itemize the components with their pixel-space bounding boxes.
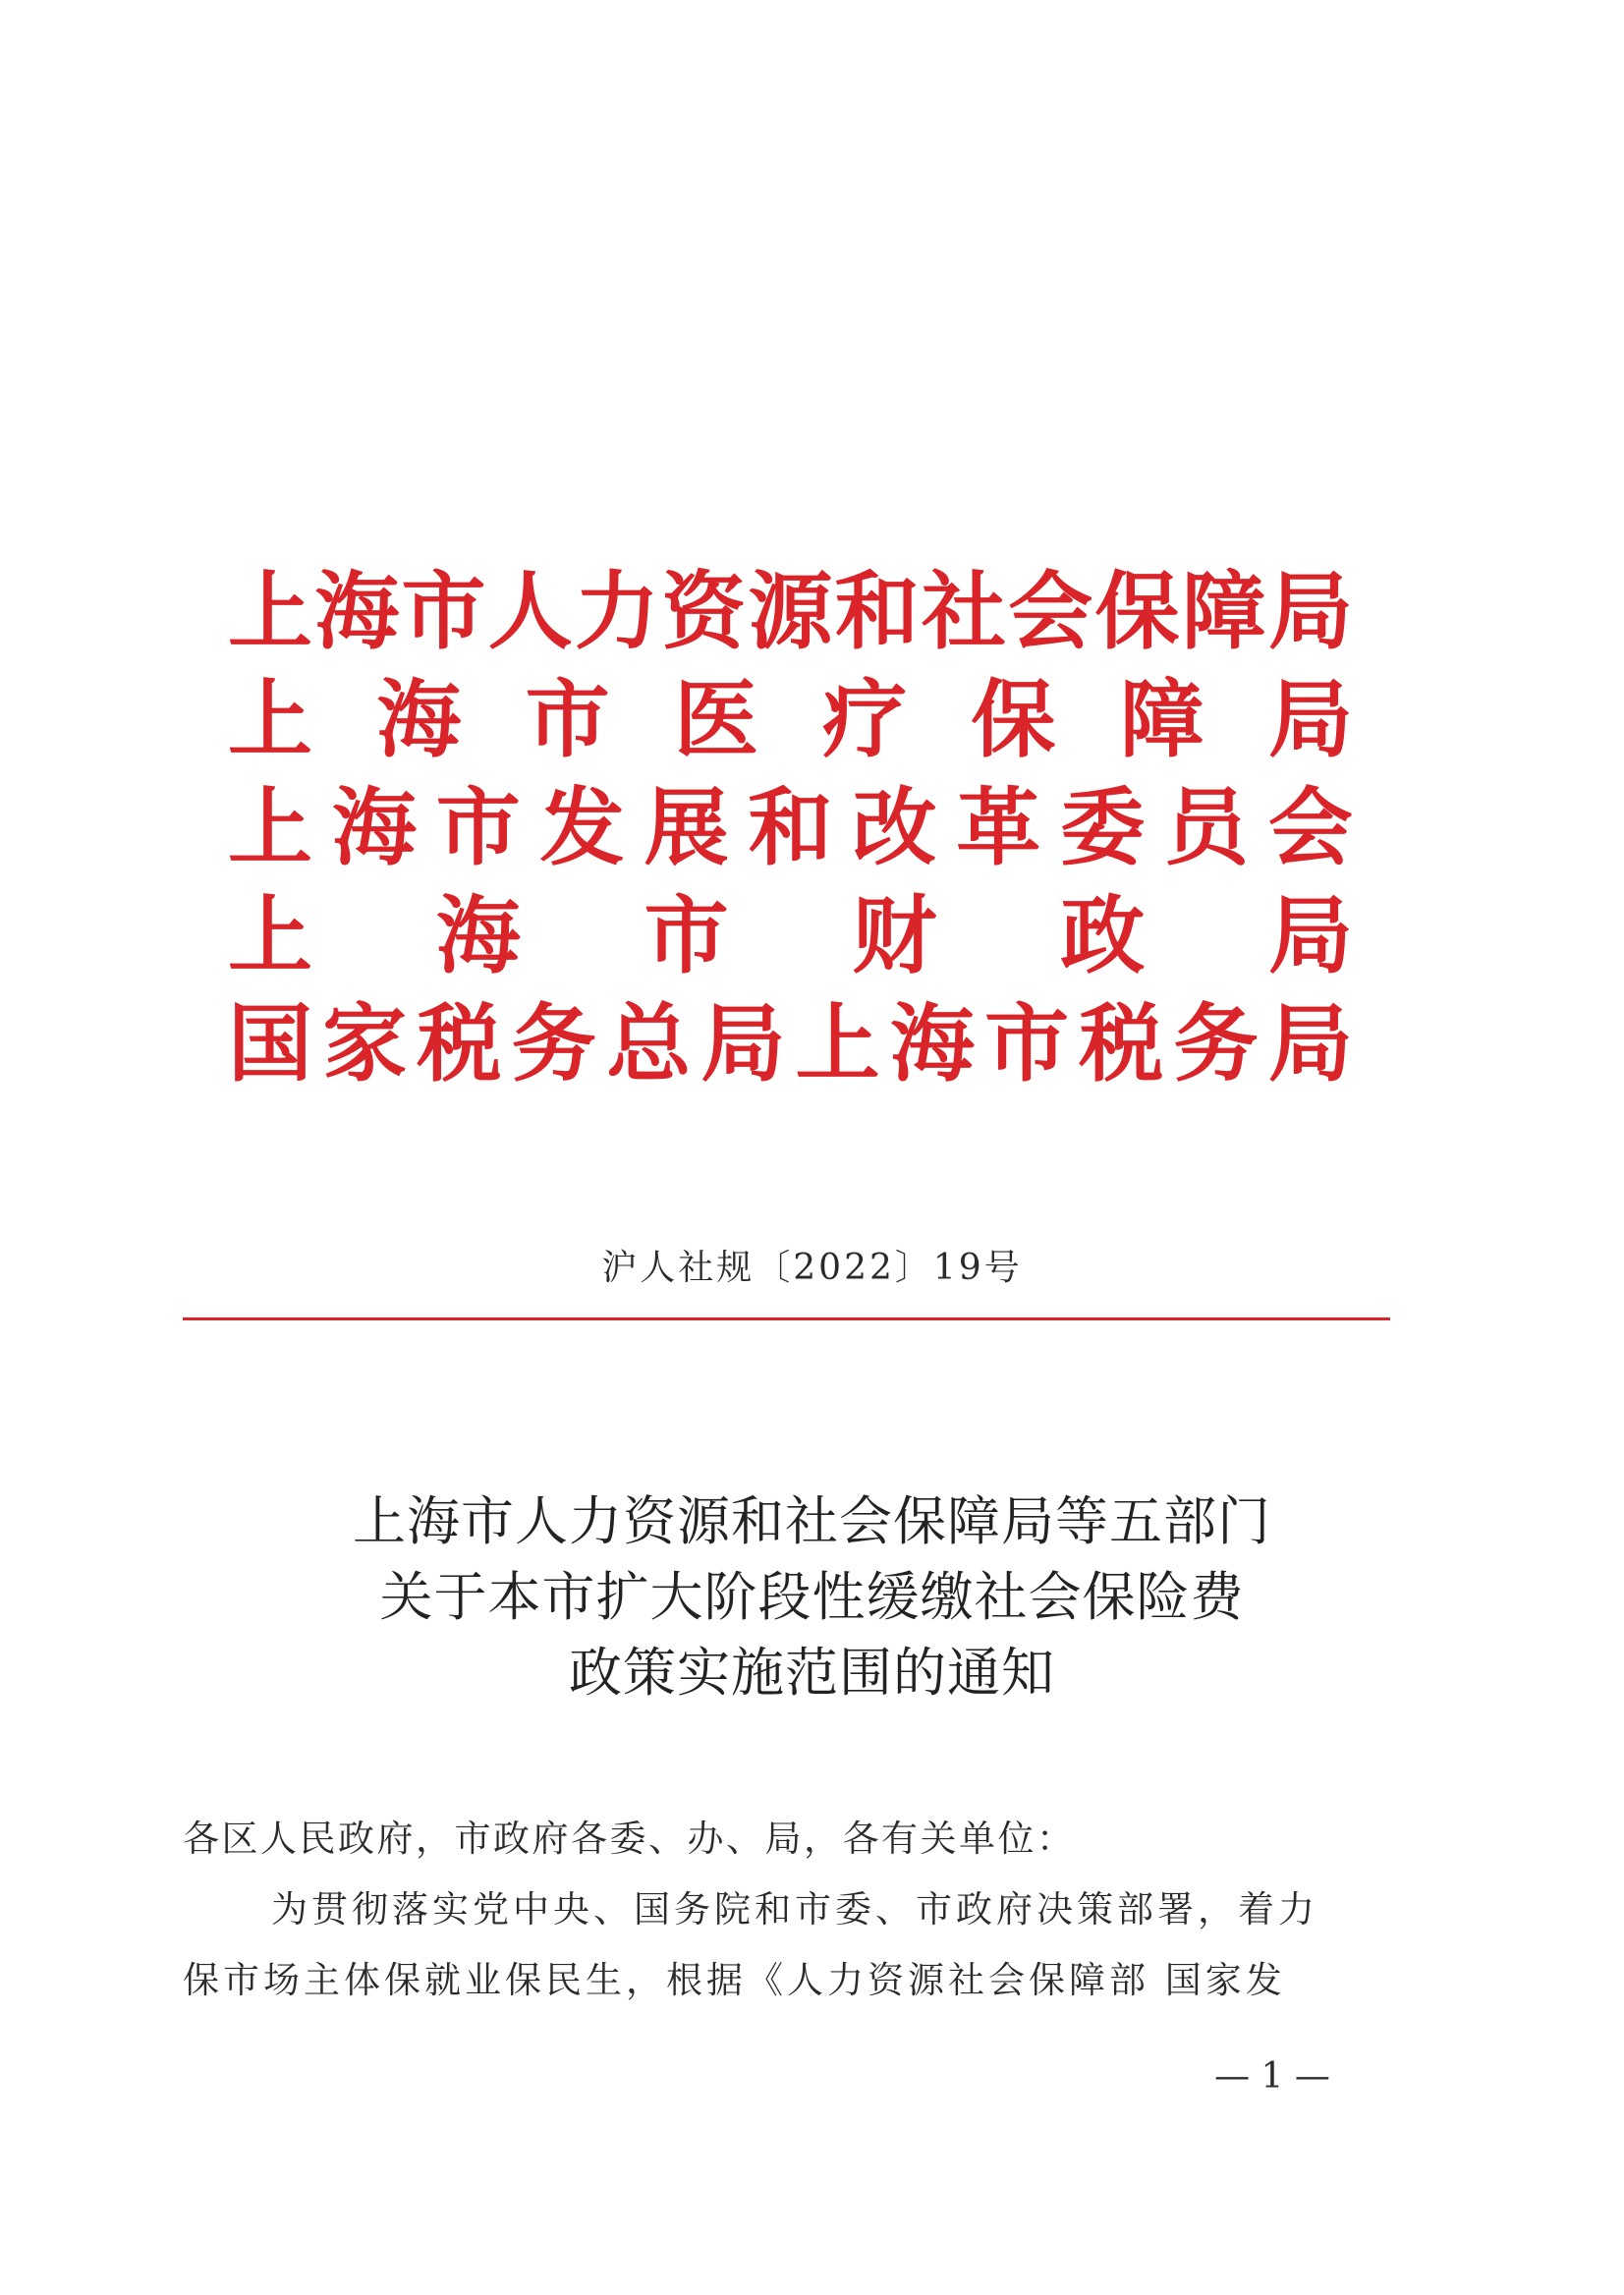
document-body [183,1804,1381,2016]
page-number: — 1 — [1214,2056,1330,2097]
agency-name [228,666,1353,774]
agency-name-char: 市 [984,995,1070,1093]
agency-name-char: 市 [401,563,486,661]
issuing-agencies-header [228,558,1353,1098]
agency-name-char: 国 [228,995,312,1093]
agency-name [228,990,1353,1098]
title-line: 关于本市扩大阶段性缓缴社会保险费 [379,1566,1245,1628]
agency-name-char: 疗 [822,671,908,769]
paragraph-line: 为贯彻落实党中央、国务院和市委、市政府决策部署，着力 [271,1888,1318,1931]
agency-name-char: 市 [435,779,521,877]
agency-name-char: 会 [1008,563,1093,661]
agency-name-char: 海 [376,671,462,769]
agency-name-char: 海 [314,563,400,661]
agency-name-char: 局 [1268,563,1353,661]
agency-name-char: 海 [331,779,417,877]
agency-name-char: 务 [511,995,596,1093]
document-number: 沪人社规〔2022〕19号 [601,1248,1023,1288]
agency-name-char: 和 [748,779,833,877]
agency-name-char: 发 [539,779,625,877]
agency-name-char: 医 [673,671,758,769]
agency-name-char: 改 [852,779,937,877]
agency-name-char: 保 [971,671,1056,769]
agency-name-char: 会 [1267,779,1353,877]
agency-name-char: 社 [922,563,1006,661]
agency-name-char: 源 [748,563,833,661]
agency-name-char: 上 [228,779,312,877]
agency-name-char: 障 [1181,563,1266,661]
document-title [0,1483,1624,1710]
red-divider-line [183,1317,1390,1320]
agency-name-char: 展 [644,779,729,877]
agency-name-char: 和 [834,563,920,661]
paragraph-line: 保市场主体保就业保民生，根据《人力资源社会保障部 国家发 [183,1959,1286,2001]
title-line: 上海市人力资源和社会保障局等五部门 [353,1490,1271,1552]
agency-name-char: 税 [1079,995,1164,1093]
agency-name-char: 税 [417,995,502,1093]
salutation: 各区人民政府，市政府各委、办、局，各有关单位： [183,1818,1076,1860]
agency-name-char: 海 [889,995,975,1093]
agency-name [228,774,1353,882]
agency-name-char: 财 [852,887,937,985]
agency-name-char: 局 [1267,887,1353,985]
agency-name-char: 务 [1173,995,1259,1093]
agency-name [228,882,1353,990]
title-line: 政策实施范围的通知 [569,1642,1055,1704]
agency-name-char: 政 [1060,887,1146,985]
agency-name-char: 员 [1164,779,1250,877]
agency-name-char: 市 [525,671,610,769]
agency-name-char: 保 [1094,563,1180,661]
agency-name-char: 总 [606,995,692,1093]
agency-name-char: 局 [1267,671,1353,769]
agency-name-char: 市 [644,887,729,985]
agency-name-char: 上 [228,563,312,661]
agency-name-char: 上 [228,671,312,769]
agency-name-char: 革 [956,779,1041,877]
agency-name-char: 海 [435,887,521,985]
agency-name-char: 资 [661,563,747,661]
agency-name-char: 上 [795,995,880,1093]
agency-name-char: 障 [1119,671,1204,769]
agency-name-char: 力 [575,563,659,661]
agency-name-char: 人 [487,563,573,661]
agency-name-char: 上 [228,887,312,985]
agency-name-char: 家 [322,995,408,1093]
agency-name-char: 委 [1060,779,1146,877]
agency-name-char: 局 [1267,995,1353,1093]
agency-name [228,558,1353,666]
agency-name-char: 局 [700,995,786,1093]
